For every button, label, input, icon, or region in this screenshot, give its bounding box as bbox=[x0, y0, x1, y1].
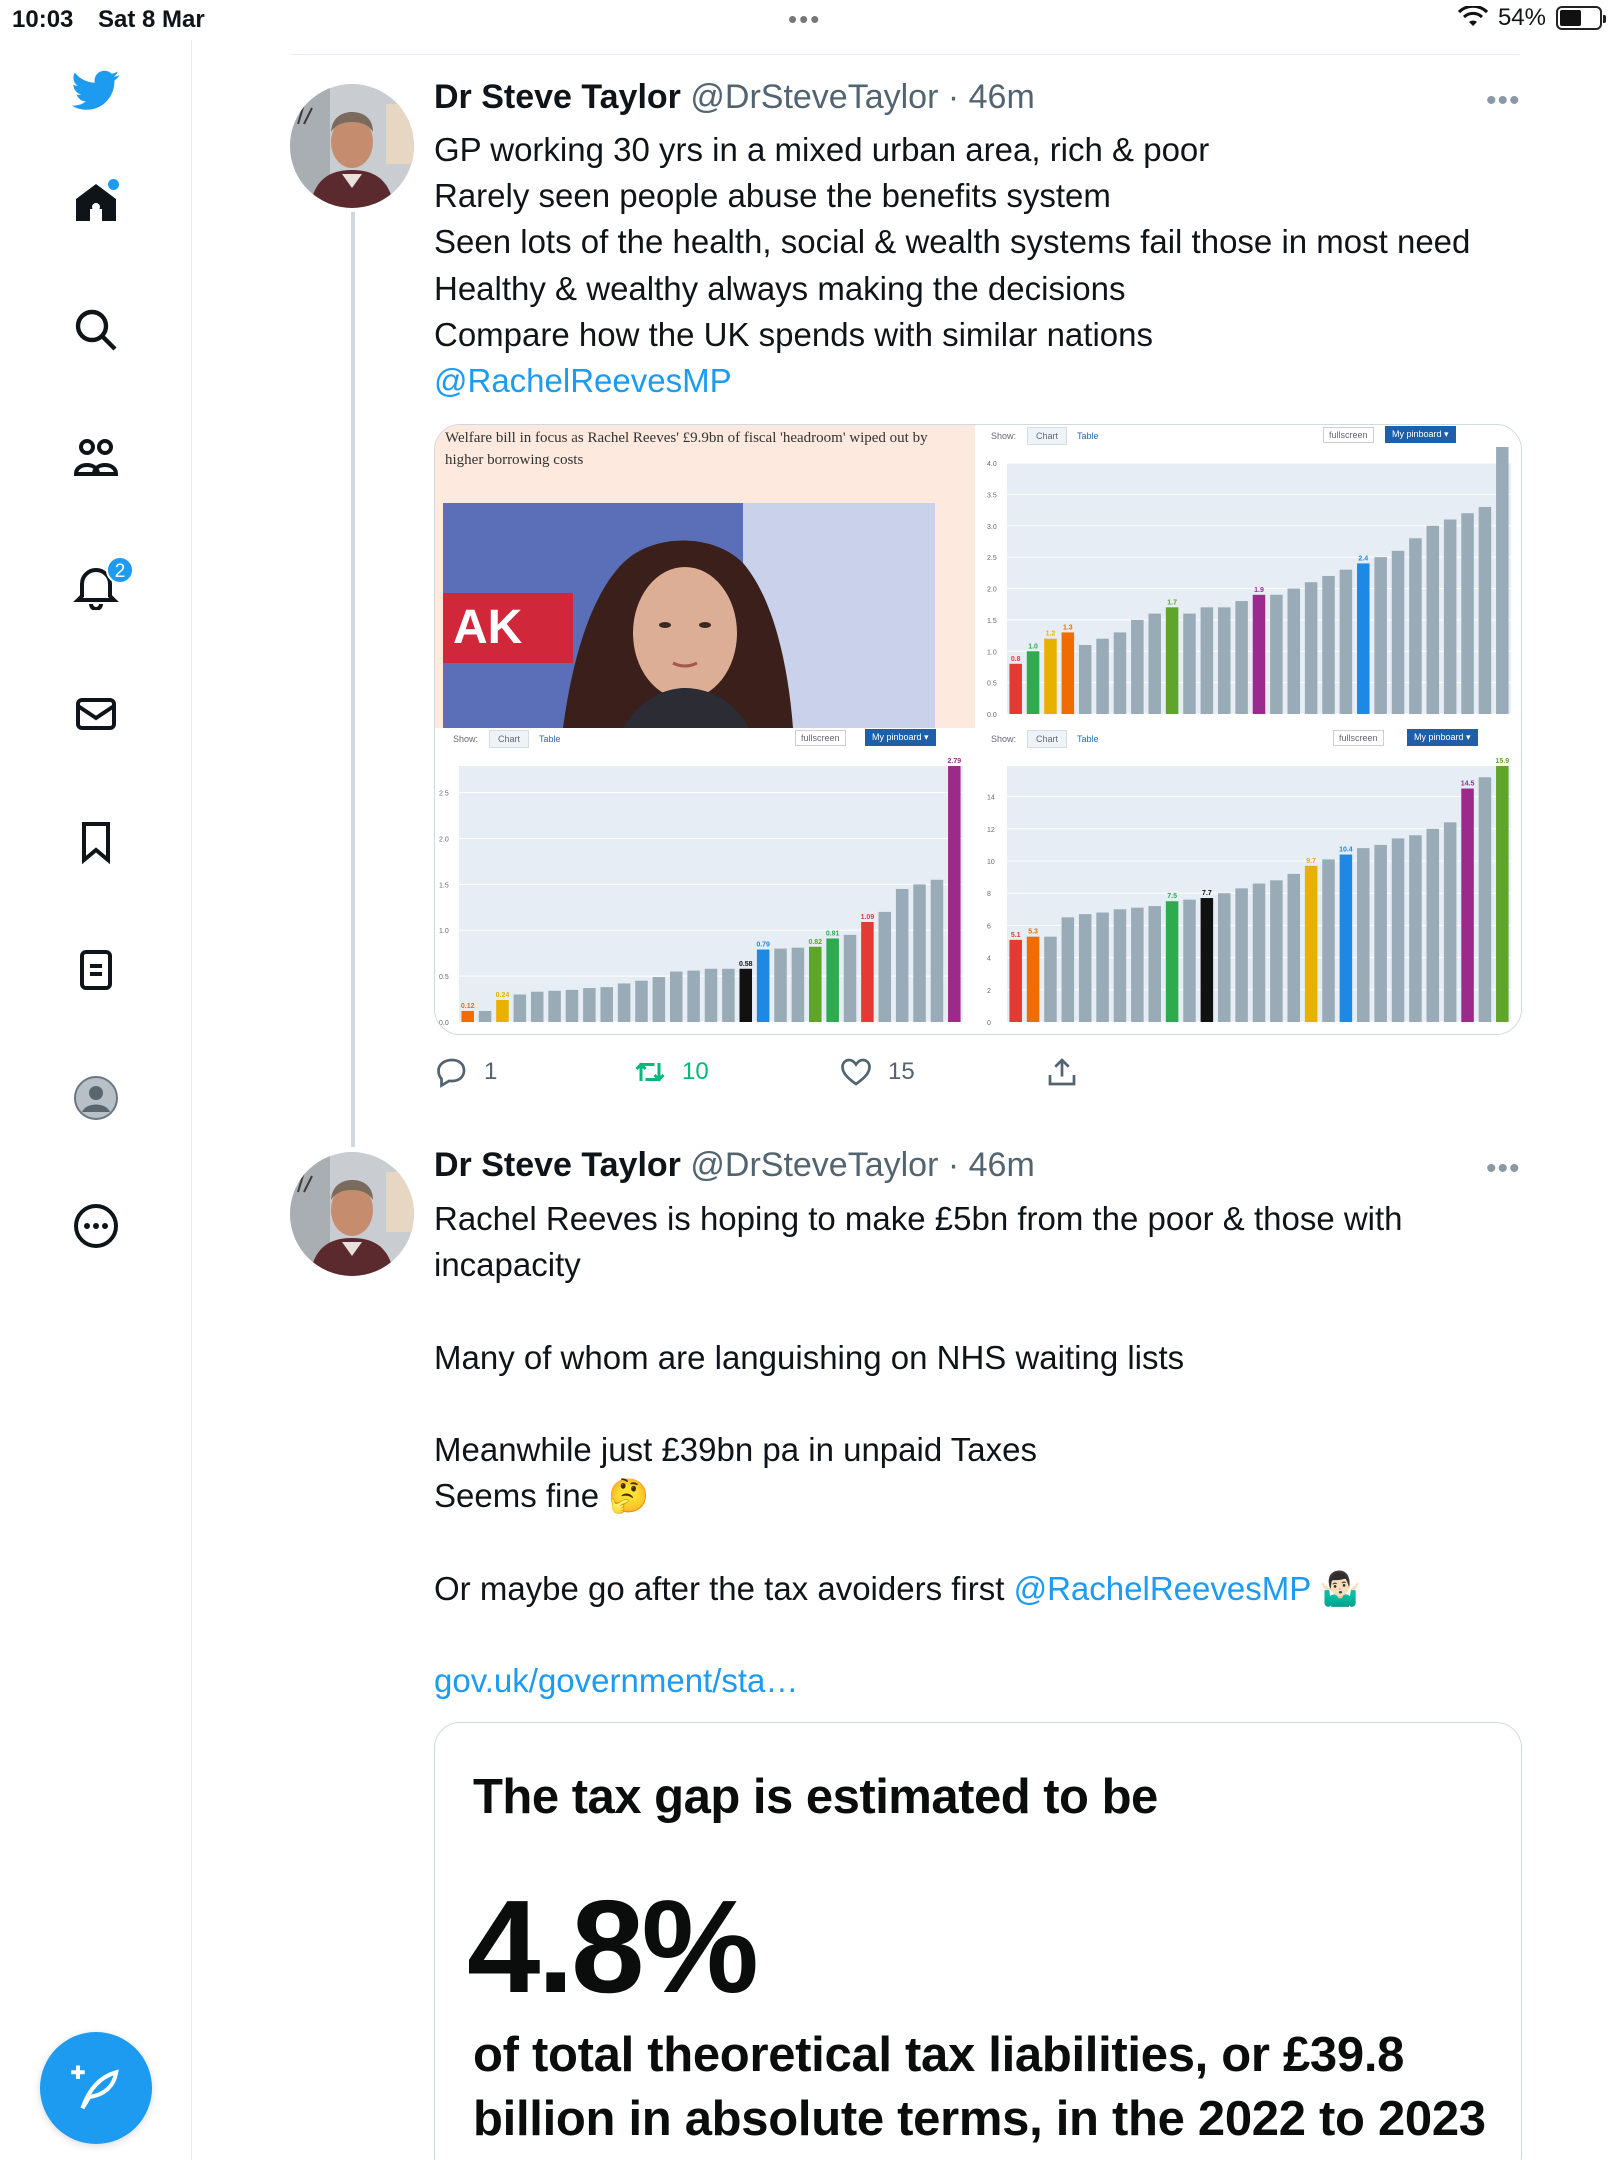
chart-bar bbox=[740, 969, 753, 1022]
table-tab[interactable]: Table bbox=[1077, 734, 1099, 744]
chart-panel-3[interactable] bbox=[983, 728, 1522, 1035]
chart-bar bbox=[1270, 595, 1283, 714]
bookmarks-icon[interactable] bbox=[66, 812, 126, 872]
chart-bar bbox=[514, 994, 527, 1022]
profile-avatar-icon[interactable] bbox=[66, 1068, 126, 1128]
chart-bar bbox=[1427, 829, 1440, 1022]
chart-bar bbox=[1201, 898, 1214, 1022]
chart-bar bbox=[670, 972, 683, 1022]
tweet-timestamp[interactable]: · 46m bbox=[947, 1146, 1035, 1184]
chart-show-label: Show: bbox=[991, 431, 1017, 441]
compose-tweet-button[interactable] bbox=[40, 2032, 152, 2144]
news-headline: Welfare bill in focus as Rachel Reeves' £9.9bn of fiscal 'headroom' wiped out by higher borrowing costs bbox=[445, 430, 928, 468]
author-handle[interactable]: @DrSteveTaylor bbox=[690, 1146, 939, 1184]
chart-bar bbox=[948, 766, 961, 1022]
card-title: The tax gap is estimated to be bbox=[473, 1770, 1158, 1824]
like-button[interactable] bbox=[838, 1054, 915, 1090]
tweet-1-actions bbox=[434, 1054, 1234, 1094]
news-article-image[interactable] bbox=[435, 425, 975, 728]
chart-bar bbox=[1096, 639, 1109, 714]
y-tick-label: 2.5 bbox=[987, 555, 997, 563]
chart-bar bbox=[1096, 913, 1109, 1022]
svg-text:AK: AK bbox=[453, 601, 523, 654]
chart-plot-3 bbox=[983, 750, 1522, 1035]
chart-bar bbox=[1218, 893, 1231, 1022]
chart-bar bbox=[1166, 901, 1179, 1022]
twitter-logo-icon[interactable] bbox=[66, 60, 126, 120]
bar-data-label: 1.0 bbox=[1028, 643, 1038, 651]
bar-data-label: 1.09 bbox=[860, 913, 875, 921]
chart-bar bbox=[1357, 848, 1370, 1022]
chart-plot-1 bbox=[983, 447, 1522, 728]
y-tick-label: 0.5 bbox=[439, 974, 449, 982]
author-name[interactable]: Dr Steve Taylor bbox=[434, 78, 681, 116]
chart-bar bbox=[1305, 866, 1318, 1022]
chart-bar bbox=[531, 992, 544, 1022]
chart-bar bbox=[1253, 595, 1266, 714]
chart-bar bbox=[1183, 614, 1196, 714]
bar-data-label: 1.3 bbox=[1062, 624, 1073, 632]
chart-tab[interactable]: Chart bbox=[1027, 427, 1067, 445]
y-tick-label: 12 bbox=[987, 826, 995, 834]
tweet-line: GP working 30 yrs in a mixed urban area, rich & poor bbox=[434, 131, 1210, 168]
bar-data-label: 0.58 bbox=[738, 960, 753, 968]
y-tick-label: 0.0 bbox=[439, 1020, 449, 1027]
y-tick-label: 4 bbox=[987, 955, 991, 963]
bar-data-label: 15.9 bbox=[1495, 758, 1510, 765]
chart-bar bbox=[1322, 859, 1335, 1022]
chart-bar bbox=[461, 1011, 474, 1022]
date: Sat 8 Mar bbox=[98, 6, 205, 33]
reply-icon bbox=[434, 1054, 470, 1090]
chart-plot-2 bbox=[435, 750, 975, 1035]
bar-data-label: 5.3 bbox=[1028, 928, 1038, 936]
chart-bar bbox=[1114, 632, 1127, 714]
chart-bar bbox=[1427, 526, 1440, 714]
chart-bar bbox=[1044, 937, 1057, 1022]
tweet-line: Rarely seen people abuse the benefits system bbox=[434, 177, 1111, 215]
pinboard-button[interactable]: My pinboard ▾ bbox=[1385, 426, 1456, 443]
chart-toolbar bbox=[983, 728, 1522, 750]
chart-bar bbox=[566, 990, 579, 1022]
y-tick-label: 0.5 bbox=[987, 680, 997, 688]
chart-panel-1[interactable] bbox=[983, 425, 1522, 728]
share-icon bbox=[1044, 1054, 1080, 1090]
chart-bar bbox=[1235, 888, 1248, 1022]
compose-feather-icon bbox=[69, 2061, 123, 2115]
y-tick-label: 0 bbox=[987, 1020, 991, 1027]
y-tick-label: 1.5 bbox=[987, 617, 997, 625]
y-tick-label: 2 bbox=[987, 987, 991, 995]
chart-bar bbox=[1392, 838, 1405, 1022]
chart-bar bbox=[1253, 884, 1266, 1022]
bar-data-label: 1.7 bbox=[1167, 599, 1177, 607]
chart-bar bbox=[1409, 538, 1422, 714]
tweet-media-grid bbox=[434, 424, 1522, 1035]
chart-bar bbox=[635, 981, 648, 1022]
chart-bar bbox=[1148, 614, 1161, 714]
mention-link[interactable]: @RachelReevesMP bbox=[434, 361, 732, 399]
tweet-timestamp[interactable]: · 46m bbox=[947, 78, 1035, 116]
battery-icon bbox=[1556, 6, 1602, 30]
chart-bar bbox=[1496, 766, 1509, 1022]
tweet-line: incapacity bbox=[434, 1246, 581, 1284]
link-preview-card[interactable] bbox=[434, 1722, 1522, 2160]
chart-toolbar bbox=[435, 728, 975, 750]
chart-bar bbox=[1027, 937, 1040, 1022]
chart-bar bbox=[792, 948, 805, 1022]
chart-bar bbox=[809, 947, 822, 1022]
chart-show-label: Show: bbox=[991, 734, 1017, 744]
chart-bar bbox=[496, 1000, 509, 1022]
card-big-stat: 4.8% bbox=[467, 1873, 756, 2020]
bar-data-label: 14.5 bbox=[1460, 780, 1475, 788]
bar-data-label: 1.2 bbox=[1045, 630, 1056, 638]
chart-bar bbox=[653, 977, 666, 1022]
y-tick-label: 1.0 bbox=[439, 928, 449, 936]
chart-bar bbox=[774, 949, 787, 1022]
chart-bar bbox=[705, 969, 718, 1022]
chart-bar bbox=[1079, 914, 1092, 1022]
bar-data-label: 10.4 bbox=[1339, 846, 1353, 854]
chart-bar bbox=[722, 969, 735, 1022]
bar-data-label: 0.8 bbox=[1010, 655, 1021, 663]
timeline-top-divider bbox=[290, 54, 1520, 55]
tweet-1-text bbox=[434, 127, 1524, 404]
chart-bar bbox=[1009, 664, 1022, 714]
chart-bar bbox=[1027, 651, 1040, 714]
chart-bar bbox=[1479, 507, 1492, 714]
shrug-emoji: 🤷🏻‍♂️ bbox=[1319, 1569, 1361, 1607]
chart-bar bbox=[1270, 880, 1283, 1022]
reply-button[interactable] bbox=[434, 1054, 497, 1090]
retweet-button[interactable] bbox=[632, 1054, 709, 1090]
y-tick-label: 8 bbox=[987, 891, 991, 899]
y-tick-label: 6 bbox=[987, 923, 991, 931]
chart-bar bbox=[1374, 845, 1387, 1022]
y-tick-label: 1.0 bbox=[987, 649, 997, 657]
tweet-line: Seems fine 🤔 bbox=[434, 1477, 650, 1515]
chart-bar bbox=[1131, 908, 1144, 1022]
search-icon[interactable] bbox=[66, 300, 126, 360]
chart-bar bbox=[1444, 822, 1457, 1022]
chart-bar bbox=[1340, 570, 1353, 714]
chart-bar bbox=[479, 1011, 492, 1022]
lists-icon[interactable] bbox=[66, 940, 126, 1000]
y-tick-label: 4.0 bbox=[987, 461, 997, 468]
tweet-1-header bbox=[434, 78, 1035, 117]
bar-data-label: 2.79 bbox=[947, 758, 962, 765]
bar-data-label: 9.7 bbox=[1306, 857, 1317, 865]
tweet-2-header bbox=[434, 1146, 1035, 1185]
wifi-icon bbox=[1458, 6, 1488, 30]
bar-data-label: 2.4 bbox=[1358, 555, 1369, 563]
tweet-line: Healthy & wealthy always making the decisions bbox=[434, 269, 1126, 307]
retweet-icon bbox=[632, 1054, 668, 1090]
fullscreen-button[interactable]: fullscreen bbox=[795, 730, 846, 746]
pinboard-button[interactable]: My pinboard ▾ bbox=[1407, 729, 1478, 746]
chart-bar bbox=[1288, 589, 1301, 715]
chart-bar bbox=[1340, 855, 1353, 1022]
multitasking-dots[interactable]: ••• bbox=[788, 4, 822, 34]
tweet-line: Many of whom are languishing on NHS waiting lists bbox=[434, 1338, 1185, 1376]
fullscreen-button[interactable]: fullscreen bbox=[1323, 427, 1374, 443]
share-button[interactable] bbox=[1044, 1054, 1080, 1090]
author-avatar[interactable] bbox=[290, 84, 414, 208]
chart-bar bbox=[1409, 835, 1422, 1022]
notifications-bell-icon[interactable] bbox=[66, 556, 126, 616]
chart-bar bbox=[1305, 582, 1318, 714]
url-link[interactable]: gov.uk/government/sta… bbox=[434, 1661, 799, 1699]
chart-bar bbox=[1201, 607, 1214, 714]
tweet-line: Rachel Reeves is hoping to make £5bn from the poor & those with bbox=[434, 1200, 1403, 1237]
chart-bar bbox=[1009, 940, 1022, 1022]
chart-bar bbox=[583, 988, 596, 1022]
bar-data-label: 5.1 bbox=[1010, 931, 1021, 939]
tweet-more-icon[interactable]: ••• bbox=[1486, 84, 1521, 117]
tweet-line-with-mention bbox=[434, 1566, 1524, 1612]
bar-data-label: 0.82 bbox=[808, 938, 823, 946]
tweet-more-icon[interactable]: ••• bbox=[1486, 1152, 1521, 1185]
bar-data-label: 0.24 bbox=[495, 991, 510, 999]
chart-bar bbox=[618, 983, 631, 1022]
chart-bar bbox=[1235, 601, 1248, 714]
pinboard-button[interactable]: My pinboard ▾ bbox=[865, 729, 936, 746]
y-tick-label: 1.5 bbox=[439, 882, 449, 890]
sidebar-nav bbox=[0, 40, 192, 2160]
tweet-line bbox=[434, 1381, 1524, 1427]
tweet-line: Or maybe go after the tax avoiders first bbox=[434, 1569, 1014, 1607]
card-description: of total theoretical tax liabilities, or £39.8 billion in absolute terms, in the 2022 to 2023 bbox=[473, 2028, 1486, 2146]
tweet-line: Compare how the UK spends with similar nations bbox=[434, 315, 1153, 353]
author-name[interactable]: Dr Steve Taylor bbox=[434, 1146, 681, 1184]
status-bar bbox=[0, 0, 1620, 40]
y-tick-label: 2.5 bbox=[439, 790, 449, 798]
y-tick-label: 0.0 bbox=[987, 712, 997, 719]
messages-icon[interactable] bbox=[66, 684, 126, 744]
news-photo bbox=[443, 503, 935, 728]
chart-bar bbox=[1079, 645, 1092, 714]
y-tick-label: 10 bbox=[987, 858, 995, 866]
chart-bar bbox=[896, 889, 909, 1022]
chart-bar bbox=[687, 971, 700, 1022]
chart-bar bbox=[1444, 519, 1457, 714]
chart-bar bbox=[1183, 900, 1196, 1022]
y-tick-label: 3.5 bbox=[987, 492, 997, 500]
chart-bar bbox=[1218, 607, 1231, 714]
chart-tab[interactable]: Chart bbox=[1027, 730, 1067, 748]
thread-connector-line bbox=[351, 212, 355, 1147]
chart-bar bbox=[1322, 576, 1335, 714]
chart-bar bbox=[1114, 909, 1127, 1022]
tweet-line bbox=[434, 1612, 1524, 1658]
notifications-badge: 2 bbox=[106, 556, 134, 584]
tweet-line: Seen lots of the health, social & wealth systems fail those in most need bbox=[434, 223, 1471, 261]
tweet-line: Meanwhile just £39bn pa in unpaid Taxes bbox=[434, 1430, 1037, 1468]
chart-bar bbox=[1166, 607, 1179, 714]
chart-tab[interactable]: Chart bbox=[489, 730, 529, 748]
chart-bar bbox=[931, 880, 944, 1022]
tweet-line bbox=[434, 1288, 1524, 1334]
bar-data-label: 0.12 bbox=[460, 1002, 475, 1010]
communities-icon[interactable] bbox=[66, 428, 126, 488]
author-handle[interactable]: @DrSteveTaylor bbox=[690, 78, 939, 116]
chart-bar bbox=[1044, 639, 1057, 714]
bar-data-label: 0.79 bbox=[756, 941, 770, 949]
chart-bar bbox=[548, 991, 561, 1022]
chart-bar bbox=[1461, 513, 1474, 714]
fullscreen-button[interactable]: fullscreen bbox=[1333, 730, 1384, 746]
chart-bar bbox=[879, 912, 892, 1022]
like-count: 15 bbox=[888, 1058, 915, 1085]
y-tick-label: 2.0 bbox=[439, 836, 449, 844]
chart-bar bbox=[1288, 874, 1301, 1022]
table-tab[interactable]: Table bbox=[1077, 431, 1099, 441]
chart-bar bbox=[757, 950, 770, 1022]
tweet-line bbox=[434, 1519, 1524, 1565]
table-tab[interactable]: Table bbox=[539, 734, 561, 744]
author-avatar[interactable] bbox=[290, 1152, 414, 1276]
bar-data-label: 1.9 bbox=[1254, 586, 1264, 594]
chart-bar bbox=[1148, 906, 1161, 1022]
chart-bar bbox=[1062, 632, 1075, 714]
chart-bar bbox=[913, 884, 926, 1022]
retweet-count: 10 bbox=[682, 1058, 709, 1085]
mention-link[interactable]: @RachelReevesMP bbox=[1013, 1569, 1311, 1607]
chart-show-label: Show: bbox=[453, 734, 479, 744]
status-right bbox=[1458, 4, 1602, 32]
chart-bar bbox=[826, 939, 839, 1022]
chart-bar bbox=[844, 935, 857, 1022]
bar-data-label: 0.91 bbox=[825, 930, 840, 938]
y-tick-label: 3.0 bbox=[987, 523, 997, 531]
home-icon[interactable] bbox=[66, 173, 126, 233]
chart-bar bbox=[1131, 620, 1144, 714]
chart-bar bbox=[1461, 789, 1474, 1022]
more-options-icon[interactable] bbox=[66, 1196, 126, 1256]
home-unread-dot bbox=[108, 179, 119, 190]
y-tick-label: 2.0 bbox=[987, 586, 997, 594]
chart-bar bbox=[1479, 777, 1492, 1022]
chart-bar bbox=[1496, 447, 1509, 714]
chart-bar bbox=[1062, 917, 1075, 1022]
battery-level bbox=[1560, 10, 1581, 26]
chart-bar bbox=[861, 922, 874, 1022]
chart-bar bbox=[1392, 551, 1405, 714]
clock: 10:03 bbox=[12, 6, 74, 33]
bar-data-label: 7.7 bbox=[1201, 890, 1212, 898]
chart-bar bbox=[1357, 563, 1370, 714]
heart-icon bbox=[838, 1054, 874, 1090]
chart-panel-2[interactable] bbox=[435, 728, 975, 1035]
chart-toolbar bbox=[983, 425, 1522, 447]
battery-percent: 54% bbox=[1497, 4, 1546, 31]
chart-bar bbox=[1374, 557, 1387, 714]
tweet-2-text bbox=[434, 1196, 1524, 1704]
y-tick-label: 14 bbox=[987, 794, 995, 802]
chart-bar bbox=[600, 987, 613, 1022]
reply-count: 1 bbox=[484, 1058, 498, 1085]
bar-data-label: 7.5 bbox=[1167, 893, 1177, 901]
